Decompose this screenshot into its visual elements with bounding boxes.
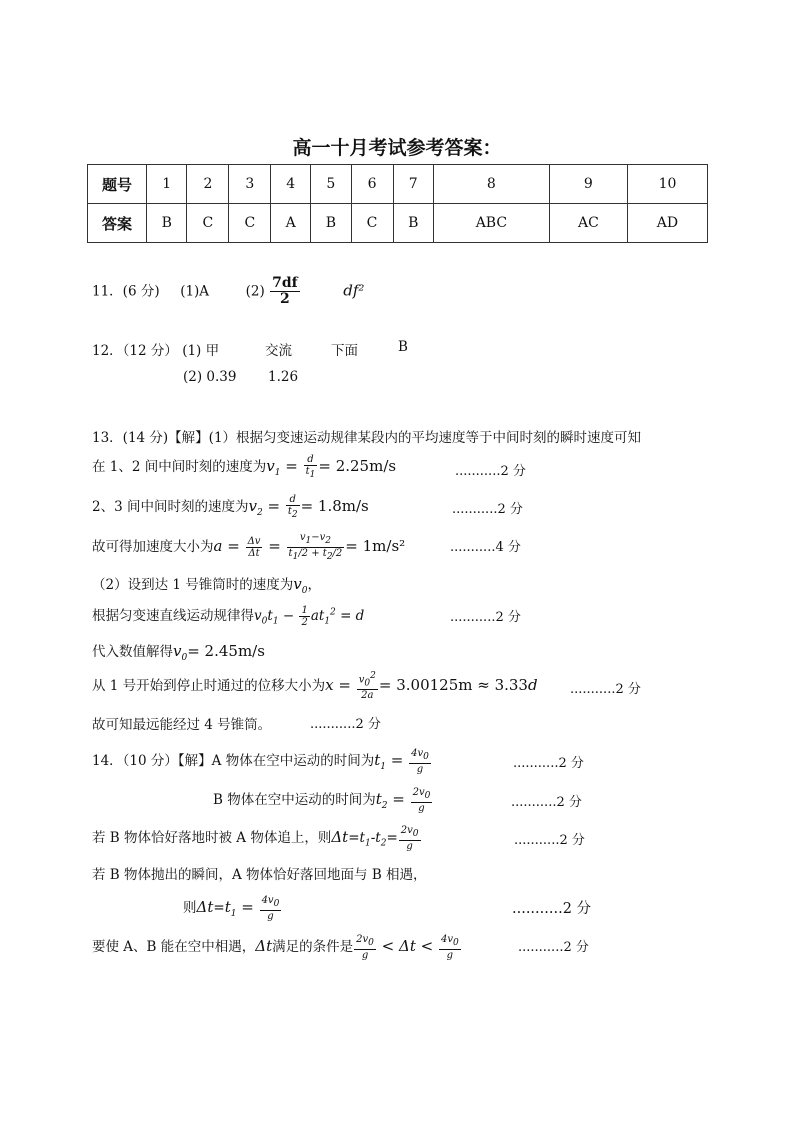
q13-score6: ...........2 分 [450, 610, 521, 625]
table-row [88, 204, 708, 243]
q12-line1: 12．（12 分） (1) 甲 [92, 343, 220, 359]
q14-score3: ...........2 分 [514, 833, 585, 848]
q14-line2: B 物体在空中运动的时间为$t_2$ = $\frac{2v_0}{g}$ [213, 787, 431, 814]
q14-score6: ...........2 分 [518, 940, 589, 955]
table-cell: B [393, 204, 433, 243]
table-cell: 3 [229, 165, 271, 204]
q13-score8: ...........2 分 [570, 682, 641, 697]
table-cell: C [351, 204, 393, 243]
q12-answer-b: B [398, 339, 408, 355]
q13-line8: 从 1 号开始到停止时通过的位移大小为x = $\frac{v_0^2}{2a}$ = 3.00125m ≈ 3.33d [92, 671, 538, 702]
q14-line5: 则$\Delta t=t_1$ = $\frac{4v_0}{g}$ [183, 895, 280, 922]
answer-table [87, 164, 708, 243]
page-title: 高一十月考试参考答案： [292, 137, 502, 159]
q13-line7: 代入数值解得$v_0= 2.45m/s$ [92, 642, 265, 663]
table-row [88, 165, 708, 204]
table-cell: 4 [271, 165, 311, 204]
q14-line3: 若 B 物体恰好落地时被 A 物体追上，则$\Delta t=t_1-t_2=$ $\frac{2v_0}{g}$ [92, 825, 419, 852]
q13-line6: 根据匀变速直线运动规律得$v_0t_1$ − $\frac{1}{2}$ $at_1^2 = d$ [92, 605, 365, 628]
table-cell: 2 [187, 165, 229, 204]
table-cell: AC [549, 204, 627, 243]
row-label-answer: 答案 [88, 204, 147, 243]
q14-score5: ...........2 分 [512, 901, 592, 917]
table-cell: B [311, 204, 351, 243]
q11-part1: (1)A [180, 283, 210, 300]
table-cell: 7 [393, 165, 433, 204]
q13-score4: ...........4 分 [450, 540, 521, 555]
q13-score3: ...........2 分 [452, 502, 523, 517]
q13-line4: 故可得加速度大小为a = $\frac{\Delta v}{\Delta t}$ = $\frac{v_1-v_2}{t_1/2 + t_2/2}$ = 1m/s² [92, 532, 406, 562]
q11-part2: (2) [245, 283, 265, 300]
q13-line5: （2）设到达 1 号锥筒时的速度为$v_0$， [92, 575, 321, 596]
q12-line2: (2) 0.39 [183, 369, 237, 385]
q11-line [92, 276, 364, 308]
q11-fraction: $\frac{7df}{2}$ [272, 275, 298, 308]
q13-line2: 在 1、2 间中间时刻的速度为$v_1$ = $\frac{d}{t_1}$ = 2.25m/s [92, 454, 397, 480]
q14-score2: ...........2 分 [511, 795, 582, 810]
q12-answer-below: 下面 [331, 343, 358, 359]
table-cell: 8 [433, 165, 549, 204]
q13-line3: 2、3 间中间时刻的速度为$v_2$ = $\frac{d}{t_2}$ = 1.8m/s [92, 494, 369, 520]
q14-score1: ...........2 分 [513, 756, 584, 771]
table-cell: C [229, 204, 271, 243]
table-cell: A [271, 204, 311, 243]
q12-line2b: 1.26 [268, 369, 299, 385]
q14-line6: 要使 A、B 能在空中相遇，Δt满足的条件是 $\frac{2v_0}{g}$ < Δt < $\frac{4v_0}{g}$ [92, 934, 459, 961]
table-cell: C [187, 204, 229, 243]
table-cell: 1 [147, 165, 187, 204]
table-cell: ABC [433, 204, 549, 243]
table-cell: 10 [627, 165, 707, 204]
q14-line4: 若 B 物体抛出的瞬间，A 物体恰好落回地面与 B 相遇， [92, 867, 427, 883]
q11-part3: df² [343, 281, 365, 300]
row-label-question: 题号 [88, 165, 147, 204]
table-cell: AD [627, 204, 707, 243]
q13-line9: 故可知最远能经过 4 号锥筒。 [92, 717, 272, 733]
q14-line1: 14．（10 分）【解】A 物体在空中运动的时间为$t_1$ = $\frac{4v_0}{g}$ [92, 748, 429, 775]
table-cell: 9 [549, 165, 627, 204]
q11-label: 11．(6 分) [92, 283, 160, 300]
table-cell: B [147, 204, 187, 243]
q12-answer-ac: 交流 [265, 343, 292, 359]
q13-score2: ...........2 分 [455, 464, 526, 479]
q13-line1: 13．(14 分)【解】(1）根据匀变速运动规律某段内的平均速度等于中间时刻的瞬时速度可知 [92, 430, 642, 446]
table-cell: 6 [351, 165, 393, 204]
table-cell: 5 [311, 165, 351, 204]
q13-score9: ...........2 分 [310, 717, 381, 732]
